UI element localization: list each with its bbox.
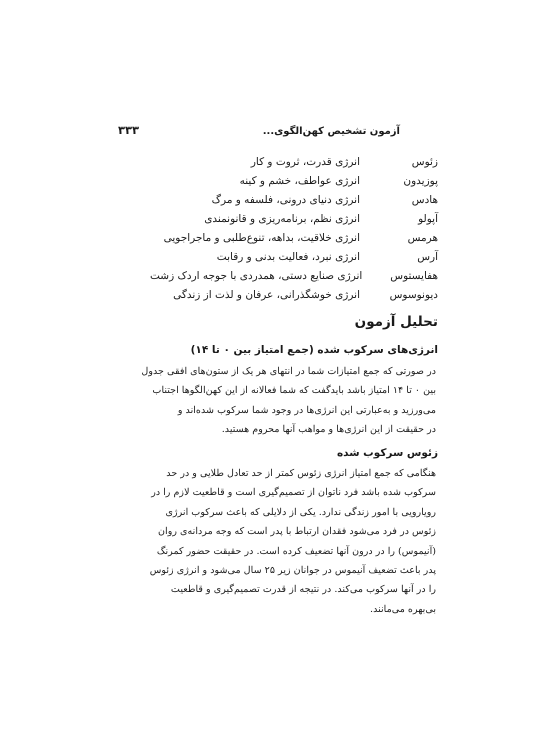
- paragraph-line: را در آنها سرکوب می‌کند. در نتیجه از قدرت تصمیم‌گیری و قاطعیت: [170, 584, 436, 596]
- archetype-description: انرژی دنیای درونی، فلسفه و مرگ: [211, 193, 360, 206]
- section-heading: تحلیل آزمون: [354, 314, 438, 330]
- paragraph-line: می‌ورزید و به‌عبارتی این انرژی‌ها در وجود شما سرکوب شده‌اند و: [177, 404, 436, 416]
- archetype-description: انرژی عواطف، خشم و کینه: [239, 174, 360, 187]
- archetype-description: انرژی خلاقیت، بداهه، تنوع‌طلبی و ماجراجویی: [163, 231, 360, 244]
- suppressed-energies-paragraph: [116, 362, 436, 440]
- archetype-row: [150, 228, 438, 247]
- paragraph-line: بین ۰ تا ۱۴ امتیاز باشد بایدگفت که شما فعالانه از این کهن‌الگوها اجتناب: [152, 385, 436, 397]
- paragraph-line: سرکوب شده باشد فرد ناتوان از تصمیم‌گیری است و قاطعیت لازم را در: [151, 487, 436, 499]
- archetype-name: آرس: [417, 250, 438, 263]
- paragraph-line: هنگامی که جمع امتیاز انرژی زئوس کمتر از حد تعادل طلایی و در حد: [166, 468, 436, 479]
- archetype-row: [150, 247, 438, 266]
- paragraph-line: بی‌بهره می‌مانند.: [370, 603, 436, 615]
- archetype-description: انرژی نظم، برنامه‌ریزی و قانونمندی: [204, 212, 360, 225]
- archetype-row: [150, 285, 438, 304]
- paragraph-line: رویارویی با امور زندگی ندارد. یکی از دلایلی که باعث سرکوب انرژی: [165, 506, 436, 518]
- archetype-row: [150, 266, 438, 285]
- paragraph-line: زئوس در فرد می‌شود فقدان ارتباط با پدر است که وجه مردانه‌ی روان: [157, 526, 436, 538]
- page-number: ۳۳۳: [118, 123, 140, 137]
- archetype-row: [150, 152, 438, 171]
- archetype-name: دیونوسوس: [389, 288, 438, 301]
- paragraph-line: در صورتی که جمع امتیازات شما در انتهای هر یک از ستون‌های افقی جدول: [141, 366, 436, 377]
- archetype-row: [150, 209, 438, 228]
- running-title: آزمون تشخیص کهن‌الگوی...: [262, 126, 400, 137]
- archetype-description: انرژی خوشگذرانی، عرفان و لذت از زندگی: [173, 288, 360, 301]
- archetype-name: آپولو: [418, 212, 438, 225]
- archetype-row: [150, 171, 438, 190]
- archetype-row: [150, 190, 438, 209]
- paragraph-line: (آنیموس) را در درون آنها تضعیف کرده است. در حقیقت حضور کمرنگ: [156, 545, 436, 557]
- archetype-description: انرژی صنایع دستی، همدردی با جوجه اردک زشت: [150, 269, 363, 282]
- suppressed-zeus-heading: زئوس سرکوب شده: [336, 447, 438, 459]
- suppressed-zeus-paragraph: [116, 464, 436, 619]
- archetype-list: [150, 152, 438, 304]
- paragraph-line: در حقیقت از این انرژی‌ها و مواهب آنها محروم هستید.: [221, 424, 436, 436]
- archetype-name: هرمس: [407, 231, 438, 244]
- archetype-name: هادس: [411, 193, 438, 206]
- suppressed-energies-heading: انرژی‌های سرکوب شده (جمع امتیاز بین ۰ تا ۱۴): [190, 344, 438, 356]
- running-header: [118, 123, 400, 137]
- archetype-name: پوزیدون: [403, 174, 438, 187]
- archetype-name: زئوس: [411, 155, 438, 168]
- archetype-name: هفایستوس: [390, 269, 438, 282]
- paragraph-line: پدر باعث تضعیف آنیموس در جوانان زیر ۲۵ سال می‌شود و انرژی زئوس: [149, 564, 436, 576]
- archetype-description: انرژی نبرد، فعالیت بدنی و رقابت: [216, 250, 360, 263]
- archetype-description: انرژی قدرت، ثروت و کار: [250, 155, 360, 168]
